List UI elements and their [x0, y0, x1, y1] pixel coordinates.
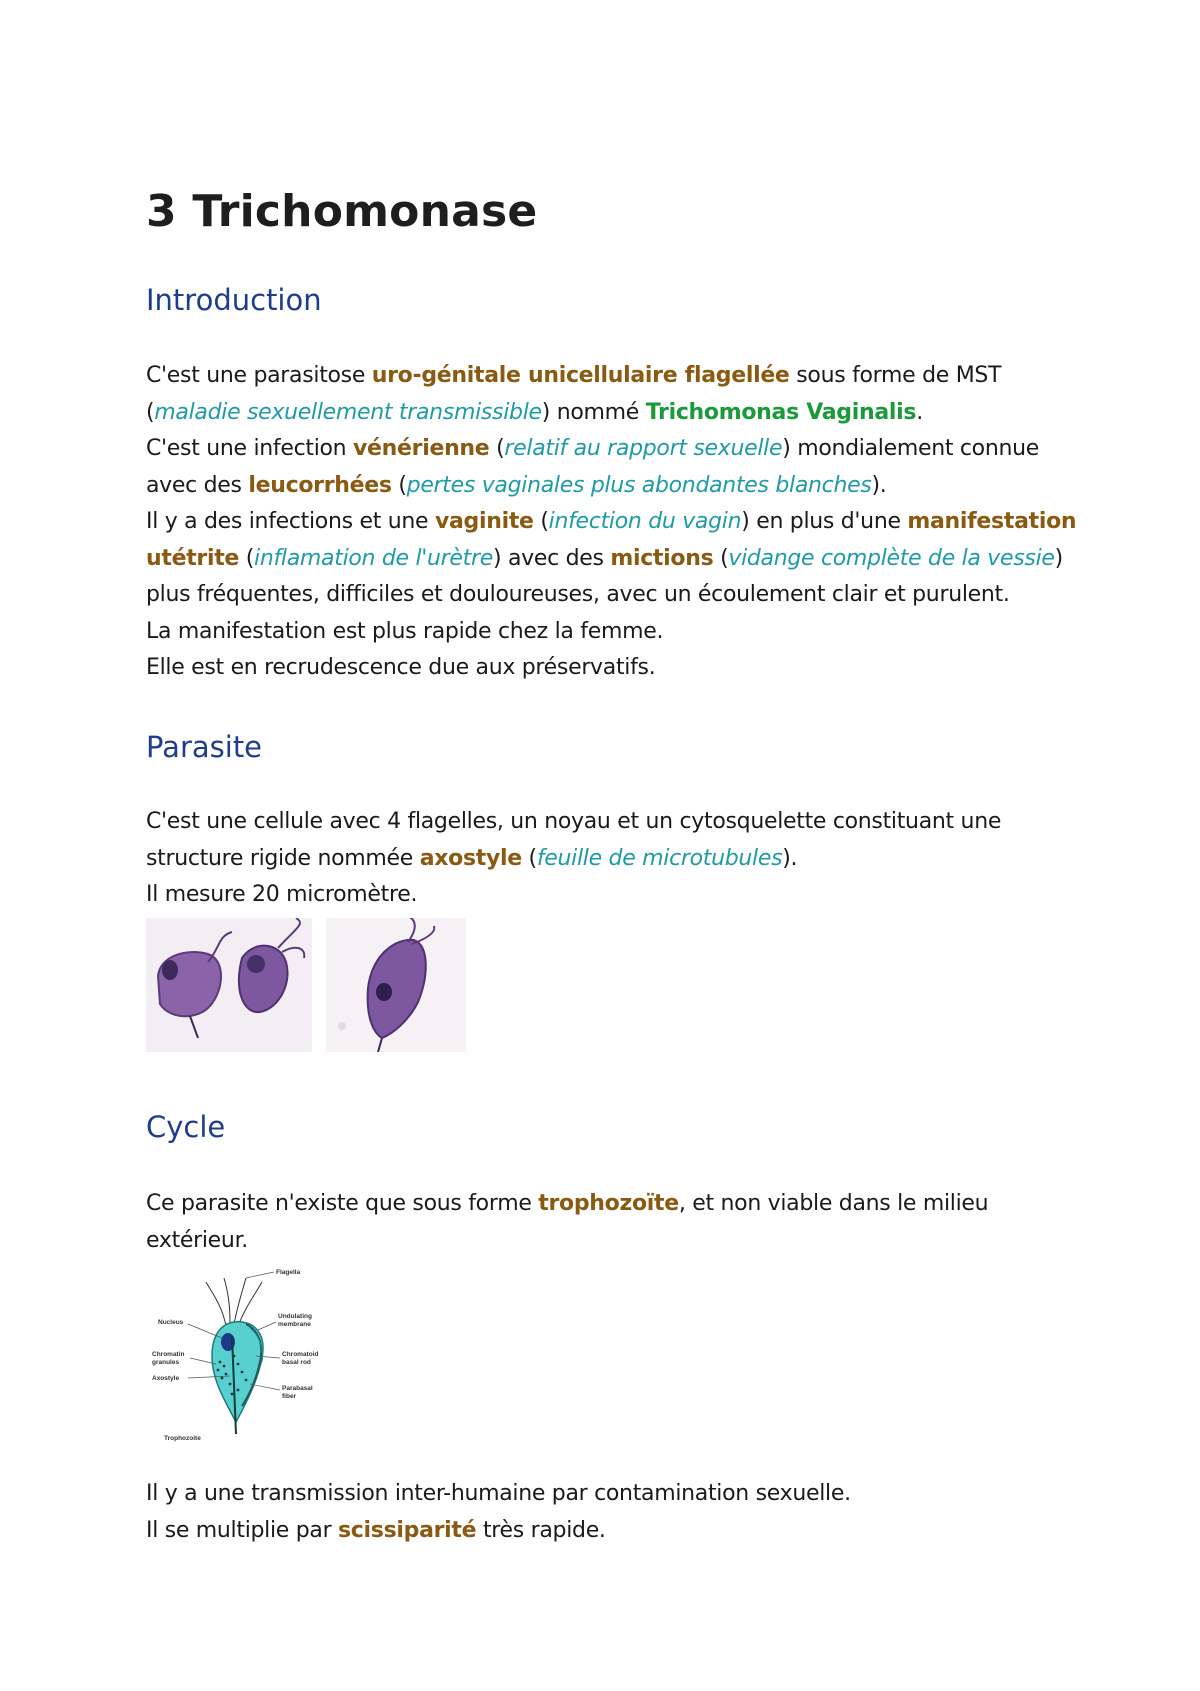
label-fiber: fiber [282, 1393, 297, 1400]
definition-text: inflamation de l'urètre [254, 545, 493, 571]
body-text: ) avec des [492, 545, 611, 571]
body-text: Elle est en recrudescence due aux préservatifs. [146, 655, 656, 680]
label-basal-rod: basal rod [282, 1359, 311, 1366]
text-line [146, 1186, 1086, 1223]
definition-text: maladie sexuellement transmissible [154, 399, 542, 425]
label-axostyle: Axostyle [152, 1375, 180, 1382]
text-line [146, 504, 1086, 541]
body-text: Il y a des infections et une [146, 509, 435, 534]
body-text: ( [391, 472, 407, 498]
page-title: 3 Trichomonase [146, 186, 538, 237]
label-membrane: membrane [278, 1321, 311, 1328]
keyword-term: manifestation [907, 509, 1077, 534]
body-text: structure rigide nommée [146, 845, 420, 871]
body-text: C'est une cellule avec 4 flagelles, un noyau et un cytosquelette constituant une [146, 809, 1002, 834]
label-undulating: Undulating [278, 1313, 312, 1320]
text-line [146, 841, 1086, 878]
body-text: ( [489, 436, 505, 461]
body-text: ) mondialement connue [782, 436, 1039, 461]
body-text: ( [713, 545, 729, 571]
body-text: La manifestation est plus rapide chez la femme. [146, 618, 664, 644]
body-text: Ce parasite n'existe que sous forme [146, 1191, 539, 1216]
body-text: ). [782, 845, 798, 871]
body-text: très rapide. [476, 1517, 606, 1543]
species-name: Trichomonas Vaginalis [645, 399, 917, 425]
body-text: ( [146, 399, 155, 425]
keyword-term: utétrite [146, 545, 240, 571]
cycle-paragraph-bottom [146, 1476, 1086, 1549]
keyword-term: uro-génitale unicellulaire flagellée [371, 363, 790, 388]
label-chromatin: Chromatin [152, 1351, 185, 1358]
text-line [146, 1476, 1086, 1513]
label-parabasal: Parabasal [282, 1385, 313, 1392]
definition-text: relatif au rapport sexuelle [504, 436, 783, 461]
definition-text: feuille de microtubules [536, 845, 783, 871]
keyword-term: scissiparité [338, 1517, 477, 1543]
body-text: ( [533, 509, 549, 534]
body-text: ). [871, 472, 887, 498]
keyword-term: vaginite [434, 509, 534, 534]
parasite-paragraph [146, 804, 1086, 914]
heading-cycle: Cycle [146, 1110, 226, 1144]
body-text: ( [239, 545, 255, 571]
text-line [146, 804, 1086, 841]
body-text: avec des [146, 472, 249, 498]
body-text: extérieur. [146, 1227, 248, 1253]
label-granules: granules [152, 1359, 180, 1366]
text-line [146, 395, 1086, 432]
body-text: C'est une infection [146, 436, 354, 461]
text-line [146, 468, 1086, 505]
body-text: ) en plus d'une [741, 509, 908, 534]
text-line [146, 577, 1086, 614]
keyword-term: axostyle [419, 845, 522, 871]
body-text: , et non viable dans le milieu [678, 1191, 989, 1216]
definition-text: pertes vaginales plus abondantes blanches [406, 472, 872, 498]
body-text: ( [521, 845, 537, 871]
body-text: ) [1054, 545, 1063, 571]
introduction-paragraph [146, 358, 1086, 687]
body-text: plus fréquentes, difficiles et douloureuses, avec un écoulement clair et purulent. [146, 582, 1010, 607]
body-text: ) nommé [541, 399, 646, 425]
body-text: Il se multiplie par [146, 1517, 339, 1543]
keyword-term: leucorrhées [248, 472, 392, 498]
body-text: Il y a une transmission inter-humaine par contamination sexuelle. [146, 1481, 851, 1506]
label-nucleus: Nucleus [158, 1319, 184, 1326]
definition-text: infection du vagin [548, 509, 742, 534]
label-trophozoite: Trophozoite [164, 1435, 201, 1442]
definition-text: vidange complète de la vessie [728, 545, 1055, 571]
text-line [146, 1513, 1086, 1550]
text-line [146, 541, 1086, 578]
heading-introduction: Introduction [146, 283, 322, 317]
trichomonas-micrograph [146, 918, 466, 1052]
heading-parasite: Parasite [146, 730, 263, 764]
body-text: Il mesure 20 micromètre. [146, 882, 418, 907]
text-line [146, 358, 1086, 395]
text-line [146, 614, 1086, 651]
keyword-term: vénérienne [353, 436, 490, 461]
keyword-term: mictions [610, 545, 714, 571]
label-chromatoid: Chromatoid [282, 1351, 319, 1358]
body-text: . [916, 399, 923, 425]
trophozoite-diagram [146, 1266, 326, 1446]
keyword-term: trophozoïte [538, 1191, 679, 1216]
text-line [146, 650, 1086, 687]
text-line [146, 431, 1086, 468]
body-text: sous forme de MST [789, 363, 1002, 388]
body-text: C'est une parasitose [146, 363, 372, 388]
text-line [146, 1223, 1086, 1260]
text-line [146, 877, 1086, 914]
cycle-paragraph-top [146, 1186, 1086, 1259]
label-flagella: Flagella [276, 1269, 301, 1276]
